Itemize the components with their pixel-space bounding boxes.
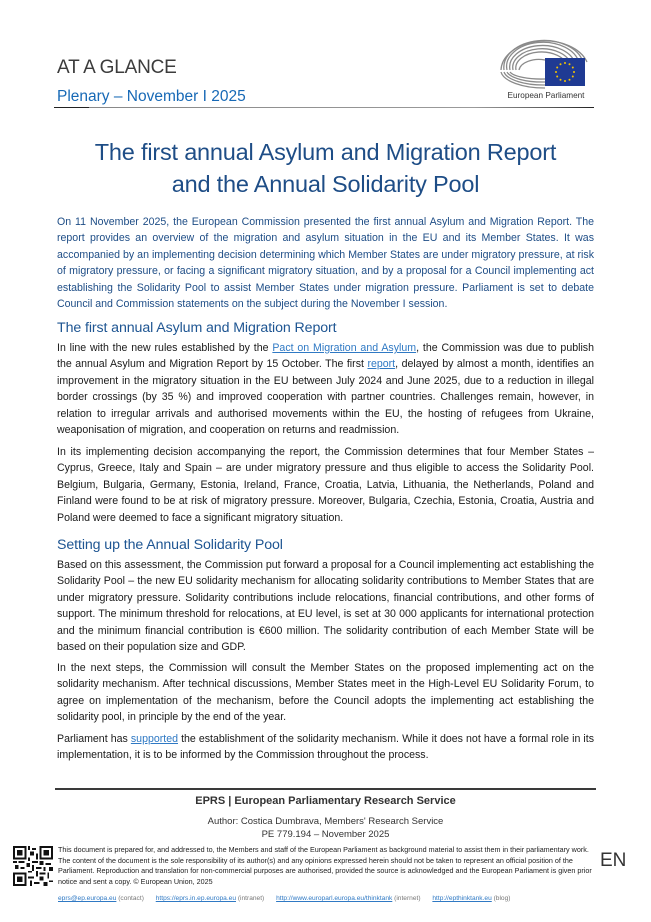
title-line-1: The first annual Asylum and Migration Report [94,139,557,165]
footer-links [58,895,510,902]
footer-divider [55,788,596,790]
footer-author: Author: Costica Dumbrava, Members' Research Service [207,816,444,827]
intranet-link[interactable]: https://eprs.in.ep.europa.eu [155,895,237,902]
qr-code-icon [13,846,53,886]
footer-disclaimer: This document is prepared for, and addressed to, the Members and staff of the European Parliament as background material to assist them in their parliamentary work. The content of the document is the sole responsibility of its author(s) and any opinions expressed herein should not be taken to represent an official position of the Parliament. Reproduction and translation for non-commercial purposes are authorised, provided the source is acknowledged and the European Parliament is given prior notice and sent a copy. © European Union, 2025 [58,845,592,886]
text-span: the establishment of the solidarity mechanism. While it does not have a formal role in its implementation, it is to be informed by the Commission throughout the process. [57,733,595,762]
text-span: In line with the new rules established by the [57,342,273,354]
blog-label: (blog) [493,895,511,902]
document-title [40,136,611,200]
contact-label: (contact) [118,895,144,902]
contact-email-link[interactable]: eprs@ep.europa.eu [58,895,117,902]
paragraph-parliament-role [57,731,594,764]
section-heading-solidarity-pool: Setting up the Annual Solidarity Pool [57,537,283,553]
pact-on-migration-link[interactable]: Pact on Migration and Asylum [272,342,417,354]
footer-pe-reference: PE 779.194 – November 2025 [261,829,390,840]
logo-caption: European Parliament [507,91,585,100]
section-heading-report: The first annual Asylum and Migration Report [57,320,337,336]
paragraph-solidarity-proposal: Based on this assessment, the Commission put forward a proposal for a Council implementing act establishing the Solidarity Pool – the new EU solidarity mechanism for allocating solidarity contributions to Member States that are under migratory pressure. Solidarity contributions include relocations, financial contributions, and other forms of support. The minimum threshold for relocations, at EU level, is set at 30 000 applicants for international protection and the minimum financial contribution is €600 million. The solidarity contribution of each Member State will be based on their population size and GDP. [57,559,594,654]
intranet-label: (intranet) [237,895,265,902]
thinktank-link[interactable]: http://www.europarl.europa.eu/thinktank [276,895,393,902]
document-type-label: AT A GLANCE [57,57,177,78]
paragraph-implementing-decision: In its implementing decision accompanying the report, the Commission determines that four Member States – Cyprus, Greece, Italy and Spain – are under migratory pressure and thus eligible to access the Solidarity Pool. Belgium, Bulgaria, Germany, Estonia, Ireland, France, Croatia, Latvia, Lithuania, the Netherlands, Poland and Finland were found to be at risk of migratory pressure. Moreover, Bulgaria, Czechia, Estonia, Croatia, Austria and Poland were deemed to face a significant migratory situation. [57,446,594,524]
header-divider [54,107,594,108]
supported-link[interactable]: supported [130,733,178,745]
plenary-session-label: Plenary – November I 2025 [57,88,246,105]
footer-organisation: EPRS | European Parliamentary Research Service [195,795,456,807]
blog-link[interactable]: http://epthinktank.eu [432,895,492,902]
language-code: EN [600,850,627,871]
paragraph-report-overview [57,340,594,438]
intro-paragraph: On 11 November 2025, the European Commission presented the first annual Asylum and Migration Report. The report provides an overview of the migration and asylum situation in the EU and its Member States. It was accompanied by an implementing decision determining which Member States are under migratory pressure, at risk of migratory pressure, or facing a significant migratory situation, and by a proposal for a Council implementing act establishing the Solidarity Pool to assist Member States under migration pressure. Parliament is set to debate Council and Commission statements on the subject during the November I session. [57,216,594,311]
report-link[interactable]: report [367,358,396,371]
title-line-2: and the Annual Solidarity Pool [171,171,480,197]
internet-label: (internet) [394,895,421,902]
paragraph-next-steps: In the next steps, the Commission will consult the Member States on the proposed implementing act on the solidarity mechanism. After technical discussions, Member States meet in the High-Level EU Solidarity Forum, to agree on implementation of the mechanism, before the Council adopts the implementing act establishing the solidarity pool, in principle by the end of the year. [57,662,594,724]
text-span: Parliament has [57,733,131,745]
text-span: , delayed by almost a month, identifies an improvement in the migratory situation in the EU between July 2024 and June 2025, due to a reduction in illegal border crossings (by 35 %) and improved cooperation with partner countries. Challenges remain, however, in relation to irregular arrivals and authorised movements within the EU, the hosting of refugees from Ukraine, weaponisation of migration, and cooperation on returns and readmission. [57,358,595,437]
text-span: , the Commission was due to publish the annual Asylum and Migration Report by 15 October. The first [57,342,594,371]
